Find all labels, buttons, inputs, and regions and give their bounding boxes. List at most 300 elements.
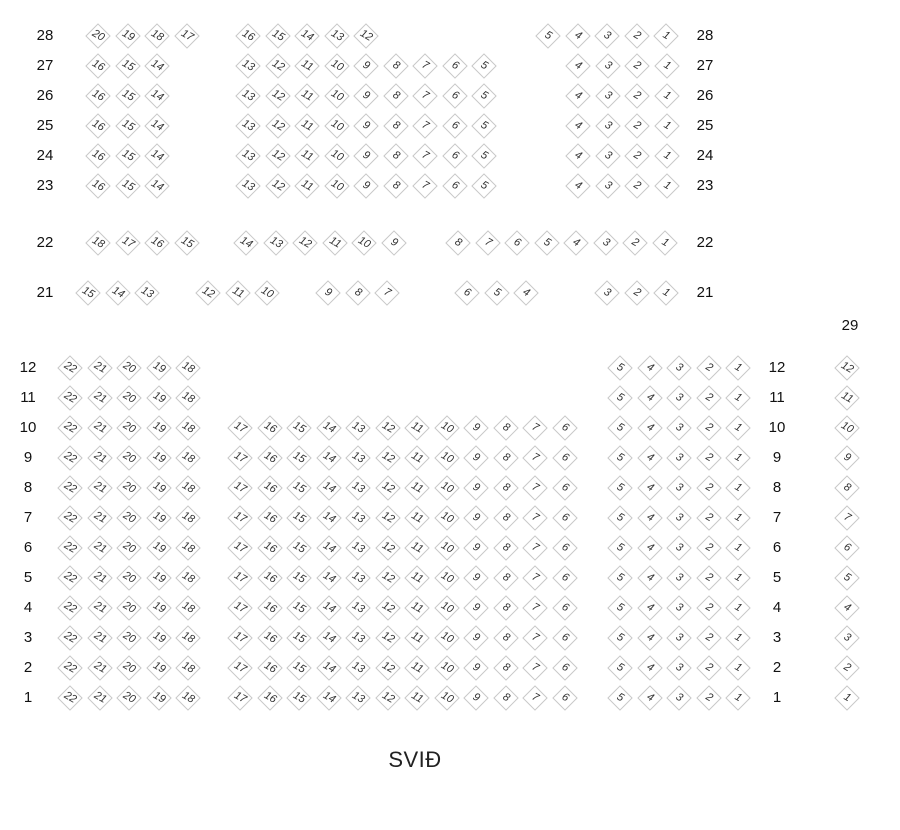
seat-row-25-7[interactable]	[412, 113, 437, 138]
seat-row-1-7[interactable]	[522, 685, 547, 710]
seat-row-10-16[interactable]	[257, 415, 282, 440]
seat-row-28-14[interactable]	[294, 23, 319, 48]
seat-row-21-1[interactable]	[653, 280, 678, 305]
seat-row-1-17[interactable]	[227, 685, 252, 710]
seat-row-9-12[interactable]	[375, 445, 400, 470]
seat-row-1-5[interactable]	[607, 685, 632, 710]
seat-row-27-8[interactable]	[383, 53, 408, 78]
seat-row-27-16[interactable]	[85, 53, 110, 78]
seat-row-4-6[interactable]	[552, 595, 577, 620]
seat-row-3-11[interactable]	[404, 625, 429, 650]
seat-row-1-3[interactable]	[666, 685, 691, 710]
seat-row-10-19[interactable]	[146, 415, 171, 440]
seat-row-12-2[interactable]	[696, 355, 721, 380]
seat-row-1-16[interactable]	[257, 685, 282, 710]
seat-row-27-3[interactable]	[595, 53, 620, 78]
seat-row-23-1[interactable]	[654, 173, 679, 198]
seat-row-3-18[interactable]	[175, 625, 200, 650]
seat-row-21-10[interactable]	[254, 280, 279, 305]
seat-row-6-1[interactable]	[725, 535, 750, 560]
seat-row-4-16[interactable]	[257, 595, 282, 620]
seat-row-3-15[interactable]	[286, 625, 311, 650]
seat-row-23-13[interactable]	[235, 173, 260, 198]
seat-row-28-3[interactable]	[594, 23, 619, 48]
seat-row-29-6[interactable]	[834, 535, 859, 560]
seat-row-8-22[interactable]	[57, 475, 82, 500]
seat-row-10-1[interactable]	[725, 415, 750, 440]
seat-row-24-12[interactable]	[265, 143, 290, 168]
seat-row-1-9[interactable]	[463, 685, 488, 710]
seat-row-27-5[interactable]	[471, 53, 496, 78]
seat-row-28-13[interactable]	[324, 23, 349, 48]
seat-row-9-22[interactable]	[57, 445, 82, 470]
seat-row-6-3[interactable]	[666, 535, 691, 560]
seat-row-28-20[interactable]	[85, 23, 110, 48]
seat-row-22-8[interactable]	[445, 230, 470, 255]
seat-row-27-1[interactable]	[654, 53, 679, 78]
seat-row-1-2[interactable]	[696, 685, 721, 710]
seat-row-9-14[interactable]	[316, 445, 341, 470]
seat-row-8-13[interactable]	[345, 475, 370, 500]
seat-row-6-18[interactable]	[175, 535, 200, 560]
seat-row-10-3[interactable]	[666, 415, 691, 440]
seat-row-4-2[interactable]	[696, 595, 721, 620]
seat-row-28-1[interactable]	[653, 23, 678, 48]
seat-row-7-8[interactable]	[493, 505, 518, 530]
seat-row-3-8[interactable]	[493, 625, 518, 650]
seat-row-21-13[interactable]	[134, 280, 159, 305]
seat-row-23-8[interactable]	[383, 173, 408, 198]
seat-row-23-4[interactable]	[565, 173, 590, 198]
seat-row-1-13[interactable]	[345, 685, 370, 710]
seat-row-24-15[interactable]	[115, 143, 140, 168]
seat-row-22-5[interactable]	[534, 230, 559, 255]
seat-row-28-17[interactable]	[174, 23, 199, 48]
seat-row-1-8[interactable]	[493, 685, 518, 710]
seat-row-12-18[interactable]	[175, 355, 200, 380]
seat-row-5-1[interactable]	[725, 565, 750, 590]
seat-row-5-7[interactable]	[522, 565, 547, 590]
seat-row-3-22[interactable]	[57, 625, 82, 650]
seat-row-24-2[interactable]	[624, 143, 649, 168]
seat-row-4-15[interactable]	[286, 595, 311, 620]
seat-row-1-20[interactable]	[116, 685, 141, 710]
seat-row-4-22[interactable]	[57, 595, 82, 620]
seat-row-28-12[interactable]	[353, 23, 378, 48]
seat-row-24-11[interactable]	[294, 143, 319, 168]
seat-row-22-2[interactable]	[622, 230, 647, 255]
seat-row-11-21[interactable]	[87, 385, 112, 410]
seat-row-28-5[interactable]	[535, 23, 560, 48]
seat-row-24-13[interactable]	[235, 143, 260, 168]
seat-row-22-7[interactable]	[475, 230, 500, 255]
seat-row-23-15[interactable]	[115, 173, 140, 198]
seat-row-25-11[interactable]	[294, 113, 319, 138]
seat-row-7-1[interactable]	[725, 505, 750, 530]
seat-row-22-3[interactable]	[593, 230, 618, 255]
seat-row-8-2[interactable]	[696, 475, 721, 500]
seat-row-23-16[interactable]	[85, 173, 110, 198]
seat-row-21-7[interactable]	[374, 280, 399, 305]
seat-row-10-9[interactable]	[463, 415, 488, 440]
seat-row-9-3[interactable]	[666, 445, 691, 470]
seat-row-29-9[interactable]	[834, 445, 859, 470]
seat-row-6-9[interactable]	[463, 535, 488, 560]
seat-row-28-2[interactable]	[624, 23, 649, 48]
seat-row-29-12[interactable]	[834, 355, 859, 380]
seat-row-4-5[interactable]	[607, 595, 632, 620]
seat-row-21-12[interactable]	[195, 280, 220, 305]
seat-row-11-1[interactable]	[725, 385, 750, 410]
seat-row-1-19[interactable]	[146, 685, 171, 710]
seat-row-6-11[interactable]	[404, 535, 429, 560]
seat-row-4-14[interactable]	[316, 595, 341, 620]
seat-row-25-3[interactable]	[595, 113, 620, 138]
seat-row-2-5[interactable]	[607, 655, 632, 680]
seat-row-24-16[interactable]	[85, 143, 110, 168]
seat-row-22-1[interactable]	[652, 230, 677, 255]
seat-row-1-22[interactable]	[57, 685, 82, 710]
seat-row-27-4[interactable]	[565, 53, 590, 78]
seat-row-9-6[interactable]	[552, 445, 577, 470]
seat-row-25-8[interactable]	[383, 113, 408, 138]
seat-row-29-8[interactable]	[834, 475, 859, 500]
seat-row-21-11[interactable]	[225, 280, 250, 305]
seat-row-3-5[interactable]	[607, 625, 632, 650]
seat-row-26-13[interactable]	[235, 83, 260, 108]
seat-row-6-21[interactable]	[87, 535, 112, 560]
seat-row-29-7[interactable]	[834, 505, 859, 530]
seat-row-21-15[interactable]	[75, 280, 100, 305]
seat-row-7-2[interactable]	[696, 505, 721, 530]
seat-row-27-6[interactable]	[442, 53, 467, 78]
seat-row-8-3[interactable]	[666, 475, 691, 500]
seat-row-10-12[interactable]	[375, 415, 400, 440]
seat-row-26-2[interactable]	[624, 83, 649, 108]
seat-row-7-19[interactable]	[146, 505, 171, 530]
seat-row-26-8[interactable]	[383, 83, 408, 108]
seat-row-1-11[interactable]	[404, 685, 429, 710]
seat-row-7-14[interactable]	[316, 505, 341, 530]
seat-row-22-13[interactable]	[263, 230, 288, 255]
seat-row-2-12[interactable]	[375, 655, 400, 680]
seat-row-6-19[interactable]	[146, 535, 171, 560]
seat-row-3-12[interactable]	[375, 625, 400, 650]
seat-row-6-20[interactable]	[116, 535, 141, 560]
seat-row-11-2[interactable]	[696, 385, 721, 410]
seat-row-25-13[interactable]	[235, 113, 260, 138]
seat-row-9-9[interactable]	[463, 445, 488, 470]
seat-row-4-19[interactable]	[146, 595, 171, 620]
seat-row-6-10[interactable]	[434, 535, 459, 560]
seat-row-2-15[interactable]	[286, 655, 311, 680]
seat-row-5-13[interactable]	[345, 565, 370, 590]
seat-row-5-14[interactable]	[316, 565, 341, 590]
seat-row-11-22[interactable]	[57, 385, 82, 410]
seat-row-8-9[interactable]	[463, 475, 488, 500]
seat-row-24-14[interactable]	[144, 143, 169, 168]
seat-row-11-3[interactable]	[666, 385, 691, 410]
seat-row-7-16[interactable]	[257, 505, 282, 530]
seat-row-26-4[interactable]	[565, 83, 590, 108]
seat-row-3-6[interactable]	[552, 625, 577, 650]
seat-row-9-2[interactable]	[696, 445, 721, 470]
seat-row-2-3[interactable]	[666, 655, 691, 680]
seat-row-9-10[interactable]	[434, 445, 459, 470]
seat-row-29-1[interactable]	[834, 685, 859, 710]
seat-row-26-9[interactable]	[353, 83, 378, 108]
seat-row-9-4[interactable]	[637, 445, 662, 470]
seat-row-3-2[interactable]	[696, 625, 721, 650]
seat-row-6-22[interactable]	[57, 535, 82, 560]
seat-row-7-12[interactable]	[375, 505, 400, 530]
seat-row-7-11[interactable]	[404, 505, 429, 530]
seat-row-23-9[interactable]	[353, 173, 378, 198]
seat-row-10-2[interactable]	[696, 415, 721, 440]
seat-row-8-6[interactable]	[552, 475, 577, 500]
seat-row-6-2[interactable]	[696, 535, 721, 560]
seat-row-6-15[interactable]	[286, 535, 311, 560]
seat-row-9-15[interactable]	[286, 445, 311, 470]
seat-row-10-22[interactable]	[57, 415, 82, 440]
seat-row-26-5[interactable]	[471, 83, 496, 108]
seat-row-6-5[interactable]	[607, 535, 632, 560]
seat-row-8-1[interactable]	[725, 475, 750, 500]
seat-row-10-18[interactable]	[175, 415, 200, 440]
seat-row-8-18[interactable]	[175, 475, 200, 500]
seat-row-26-10[interactable]	[324, 83, 349, 108]
seat-row-25-2[interactable]	[624, 113, 649, 138]
seat-row-27-14[interactable]	[144, 53, 169, 78]
seat-row-7-4[interactable]	[637, 505, 662, 530]
seat-row-23-5[interactable]	[471, 173, 496, 198]
seat-row-7-21[interactable]	[87, 505, 112, 530]
seat-row-3-14[interactable]	[316, 625, 341, 650]
seat-row-10-8[interactable]	[493, 415, 518, 440]
seat-row-12-1[interactable]	[725, 355, 750, 380]
seat-row-22-6[interactable]	[504, 230, 529, 255]
seat-row-24-4[interactable]	[565, 143, 590, 168]
seat-row-11-19[interactable]	[146, 385, 171, 410]
seat-row-7-9[interactable]	[463, 505, 488, 530]
seat-row-10-6[interactable]	[552, 415, 577, 440]
seat-row-1-18[interactable]	[175, 685, 200, 710]
seat-row-7-20[interactable]	[116, 505, 141, 530]
seat-row-5-8[interactable]	[493, 565, 518, 590]
seat-row-3-20[interactable]	[116, 625, 141, 650]
seat-row-25-4[interactable]	[565, 113, 590, 138]
seat-row-9-20[interactable]	[116, 445, 141, 470]
seat-row-12-3[interactable]	[666, 355, 691, 380]
seat-row-6-16[interactable]	[257, 535, 282, 560]
seat-row-1-21[interactable]	[87, 685, 112, 710]
seat-row-21-4[interactable]	[513, 280, 538, 305]
seat-row-9-19[interactable]	[146, 445, 171, 470]
seat-row-10-7[interactable]	[522, 415, 547, 440]
seat-row-10-14[interactable]	[316, 415, 341, 440]
seat-row-22-15[interactable]	[174, 230, 199, 255]
seat-row-10-21[interactable]	[87, 415, 112, 440]
seat-row-27-7[interactable]	[412, 53, 437, 78]
seat-row-8-20[interactable]	[116, 475, 141, 500]
seat-row-23-7[interactable]	[412, 173, 437, 198]
seat-row-7-7[interactable]	[522, 505, 547, 530]
seat-row-5-18[interactable]	[175, 565, 200, 590]
seat-row-4-11[interactable]	[404, 595, 429, 620]
seat-row-2-1[interactable]	[725, 655, 750, 680]
seat-row-28-16[interactable]	[235, 23, 260, 48]
seat-row-7-22[interactable]	[57, 505, 82, 530]
seat-row-8-21[interactable]	[87, 475, 112, 500]
seat-row-10-20[interactable]	[116, 415, 141, 440]
seat-row-2-10[interactable]	[434, 655, 459, 680]
seat-row-4-1[interactable]	[725, 595, 750, 620]
seat-row-5-22[interactable]	[57, 565, 82, 590]
seat-row-5-5[interactable]	[607, 565, 632, 590]
seat-row-5-12[interactable]	[375, 565, 400, 590]
seat-row-11-4[interactable]	[637, 385, 662, 410]
seat-row-26-14[interactable]	[144, 83, 169, 108]
seat-row-3-10[interactable]	[434, 625, 459, 650]
seat-row-22-16[interactable]	[144, 230, 169, 255]
seat-row-4-20[interactable]	[116, 595, 141, 620]
seat-row-21-8[interactable]	[345, 280, 370, 305]
seat-row-12-19[interactable]	[146, 355, 171, 380]
seat-row-10-11[interactable]	[404, 415, 429, 440]
seat-row-26-7[interactable]	[412, 83, 437, 108]
seat-row-8-8[interactable]	[493, 475, 518, 500]
seat-row-25-6[interactable]	[442, 113, 467, 138]
seat-row-12-20[interactable]	[116, 355, 141, 380]
seat-row-28-19[interactable]	[115, 23, 140, 48]
seat-row-29-11[interactable]	[834, 385, 859, 410]
seat-row-29-4[interactable]	[834, 595, 859, 620]
seat-row-3-16[interactable]	[257, 625, 282, 650]
seat-row-11-20[interactable]	[116, 385, 141, 410]
seat-row-24-8[interactable]	[383, 143, 408, 168]
seat-row-28-15[interactable]	[265, 23, 290, 48]
seat-row-29-3[interactable]	[834, 625, 859, 650]
seat-row-9-11[interactable]	[404, 445, 429, 470]
seat-row-2-19[interactable]	[146, 655, 171, 680]
seat-row-5-17[interactable]	[227, 565, 252, 590]
seat-row-6-12[interactable]	[375, 535, 400, 560]
seat-row-22-12[interactable]	[292, 230, 317, 255]
seat-row-1-1[interactable]	[725, 685, 750, 710]
seat-row-8-12[interactable]	[375, 475, 400, 500]
seat-row-10-13[interactable]	[345, 415, 370, 440]
seat-row-23-6[interactable]	[442, 173, 467, 198]
seat-row-3-1[interactable]	[725, 625, 750, 650]
seat-row-10-5[interactable]	[607, 415, 632, 440]
seat-row-5-15[interactable]	[286, 565, 311, 590]
seat-row-5-6[interactable]	[552, 565, 577, 590]
seat-row-2-6[interactable]	[552, 655, 577, 680]
seat-row-5-16[interactable]	[257, 565, 282, 590]
seat-row-7-17[interactable]	[227, 505, 252, 530]
seat-row-23-11[interactable]	[294, 173, 319, 198]
seat-row-27-11[interactable]	[294, 53, 319, 78]
seat-row-3-4[interactable]	[637, 625, 662, 650]
seat-row-23-14[interactable]	[144, 173, 169, 198]
seat-row-2-17[interactable]	[227, 655, 252, 680]
seat-row-24-3[interactable]	[595, 143, 620, 168]
seat-row-29-10[interactable]	[834, 415, 859, 440]
seat-row-2-21[interactable]	[87, 655, 112, 680]
seat-row-2-2[interactable]	[696, 655, 721, 680]
seat-row-5-20[interactable]	[116, 565, 141, 590]
seat-row-21-5[interactable]	[484, 280, 509, 305]
seat-row-25-9[interactable]	[353, 113, 378, 138]
seat-row-11-5[interactable]	[607, 385, 632, 410]
seat-row-27-15[interactable]	[115, 53, 140, 78]
seat-row-8-10[interactable]	[434, 475, 459, 500]
seat-row-3-21[interactable]	[87, 625, 112, 650]
seat-row-7-3[interactable]	[666, 505, 691, 530]
seat-row-3-9[interactable]	[463, 625, 488, 650]
seat-row-4-4[interactable]	[637, 595, 662, 620]
seat-row-2-7[interactable]	[522, 655, 547, 680]
seat-row-1-14[interactable]	[316, 685, 341, 710]
seat-row-9-13[interactable]	[345, 445, 370, 470]
seat-row-1-15[interactable]	[286, 685, 311, 710]
seat-row-21-9[interactable]	[315, 280, 340, 305]
seat-row-3-7[interactable]	[522, 625, 547, 650]
seat-row-6-13[interactable]	[345, 535, 370, 560]
seat-row-29-5[interactable]	[834, 565, 859, 590]
seat-row-24-5[interactable]	[471, 143, 496, 168]
seat-row-23-12[interactable]	[265, 173, 290, 198]
seat-row-4-17[interactable]	[227, 595, 252, 620]
seat-row-2-14[interactable]	[316, 655, 341, 680]
seat-row-22-10[interactable]	[351, 230, 376, 255]
seat-row-1-4[interactable]	[637, 685, 662, 710]
seat-row-28-4[interactable]	[565, 23, 590, 48]
seat-row-25-16[interactable]	[85, 113, 110, 138]
seat-row-29-2[interactable]	[834, 655, 859, 680]
seat-row-6-6[interactable]	[552, 535, 577, 560]
seat-row-3-13[interactable]	[345, 625, 370, 650]
seat-row-27-10[interactable]	[324, 53, 349, 78]
seat-row-21-2[interactable]	[624, 280, 649, 305]
seat-row-7-18[interactable]	[175, 505, 200, 530]
seat-row-4-9[interactable]	[463, 595, 488, 620]
seat-row-8-19[interactable]	[146, 475, 171, 500]
seat-row-2-9[interactable]	[463, 655, 488, 680]
seat-row-8-11[interactable]	[404, 475, 429, 500]
seat-row-4-21[interactable]	[87, 595, 112, 620]
seat-row-6-8[interactable]	[493, 535, 518, 560]
seat-row-21-3[interactable]	[594, 280, 619, 305]
seat-row-2-4[interactable]	[637, 655, 662, 680]
seat-row-8-5[interactable]	[607, 475, 632, 500]
seat-row-10-17[interactable]	[227, 415, 252, 440]
seat-row-2-22[interactable]	[57, 655, 82, 680]
seat-row-9-8[interactable]	[493, 445, 518, 470]
seat-row-2-8[interactable]	[493, 655, 518, 680]
seat-row-21-6[interactable]	[454, 280, 479, 305]
seat-row-5-21[interactable]	[87, 565, 112, 590]
seat-row-9-17[interactable]	[227, 445, 252, 470]
seat-row-22-11[interactable]	[322, 230, 347, 255]
seat-row-25-12[interactable]	[265, 113, 290, 138]
seat-row-7-10[interactable]	[434, 505, 459, 530]
seat-row-1-12[interactable]	[375, 685, 400, 710]
seat-row-27-13[interactable]	[235, 53, 260, 78]
seat-row-5-10[interactable]	[434, 565, 459, 590]
seat-row-9-16[interactable]	[257, 445, 282, 470]
seat-row-7-13[interactable]	[345, 505, 370, 530]
